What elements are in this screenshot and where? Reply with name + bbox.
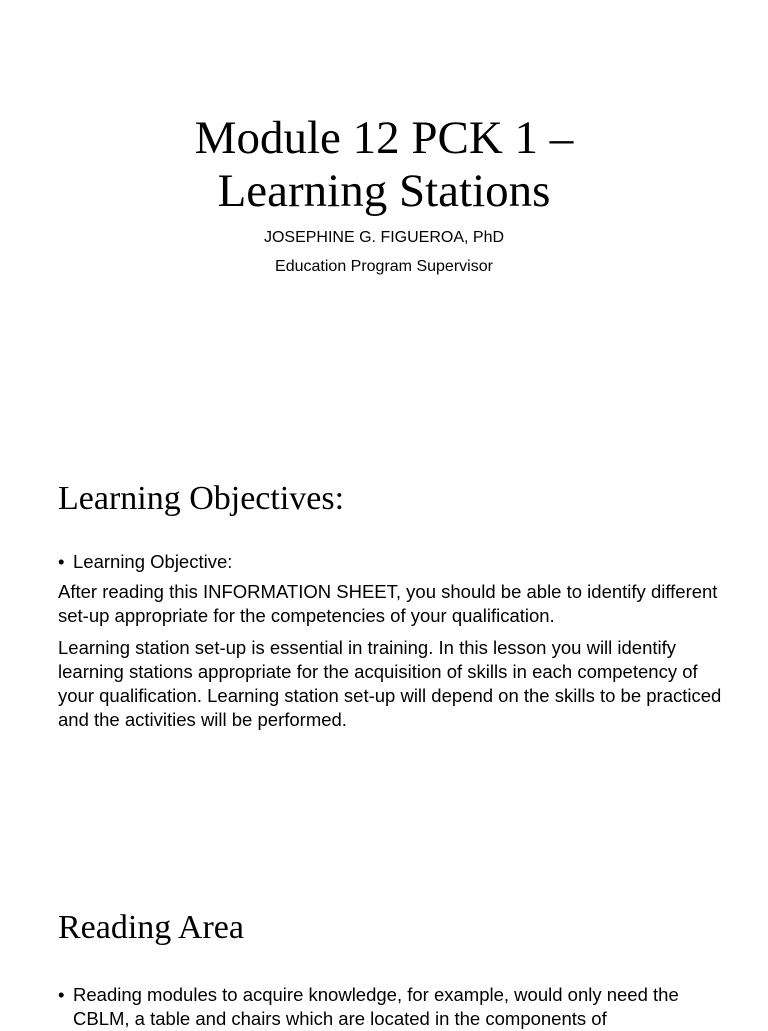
bullet-text: Learning Objective: bbox=[73, 551, 233, 572]
author-name: JOSEPHINE G. FIGUEROA, PhD bbox=[263, 229, 505, 246]
bullet-glyph: • bbox=[58, 551, 65, 572]
paragraph-objective: After reading this INFORMATION SHEET, you should be able to identify different set-up appropriate for the competencies of your qualification. bbox=[58, 581, 718, 626]
bullet-glyph: • bbox=[58, 984, 65, 1005]
slide-heading: Reading Area bbox=[58, 909, 244, 946]
slide-heading: Learning Objectives: bbox=[58, 480, 345, 517]
slide-body bbox=[58, 550, 728, 732]
slide-title-heading bbox=[0, 112, 768, 218]
author-role: Education Program Supervisor bbox=[275, 258, 493, 275]
title-line-1: Module 12 PCK 1 – bbox=[194, 112, 574, 164]
title-line-2: Learning Stations bbox=[217, 165, 551, 217]
slide-learning-objectives bbox=[0, 432, 768, 864]
paragraph-setup: Learning station set-up is essential in training. In this lesson you will identify learning stations appropriate for the acquisition of skills in each competency of your qualification. Learning station set-up will depend on the skills to be practiced and the activities will be performed. bbox=[58, 637, 722, 730]
bullet-item bbox=[58, 550, 728, 574]
bullet-text: Reading modules to acquire knowledge, for example, would only need the CBLM, a table and chairs which are located in the components of bbox=[73, 984, 679, 1029]
slide-reading-area bbox=[0, 864, 768, 1029]
slide-title bbox=[0, 0, 768, 432]
